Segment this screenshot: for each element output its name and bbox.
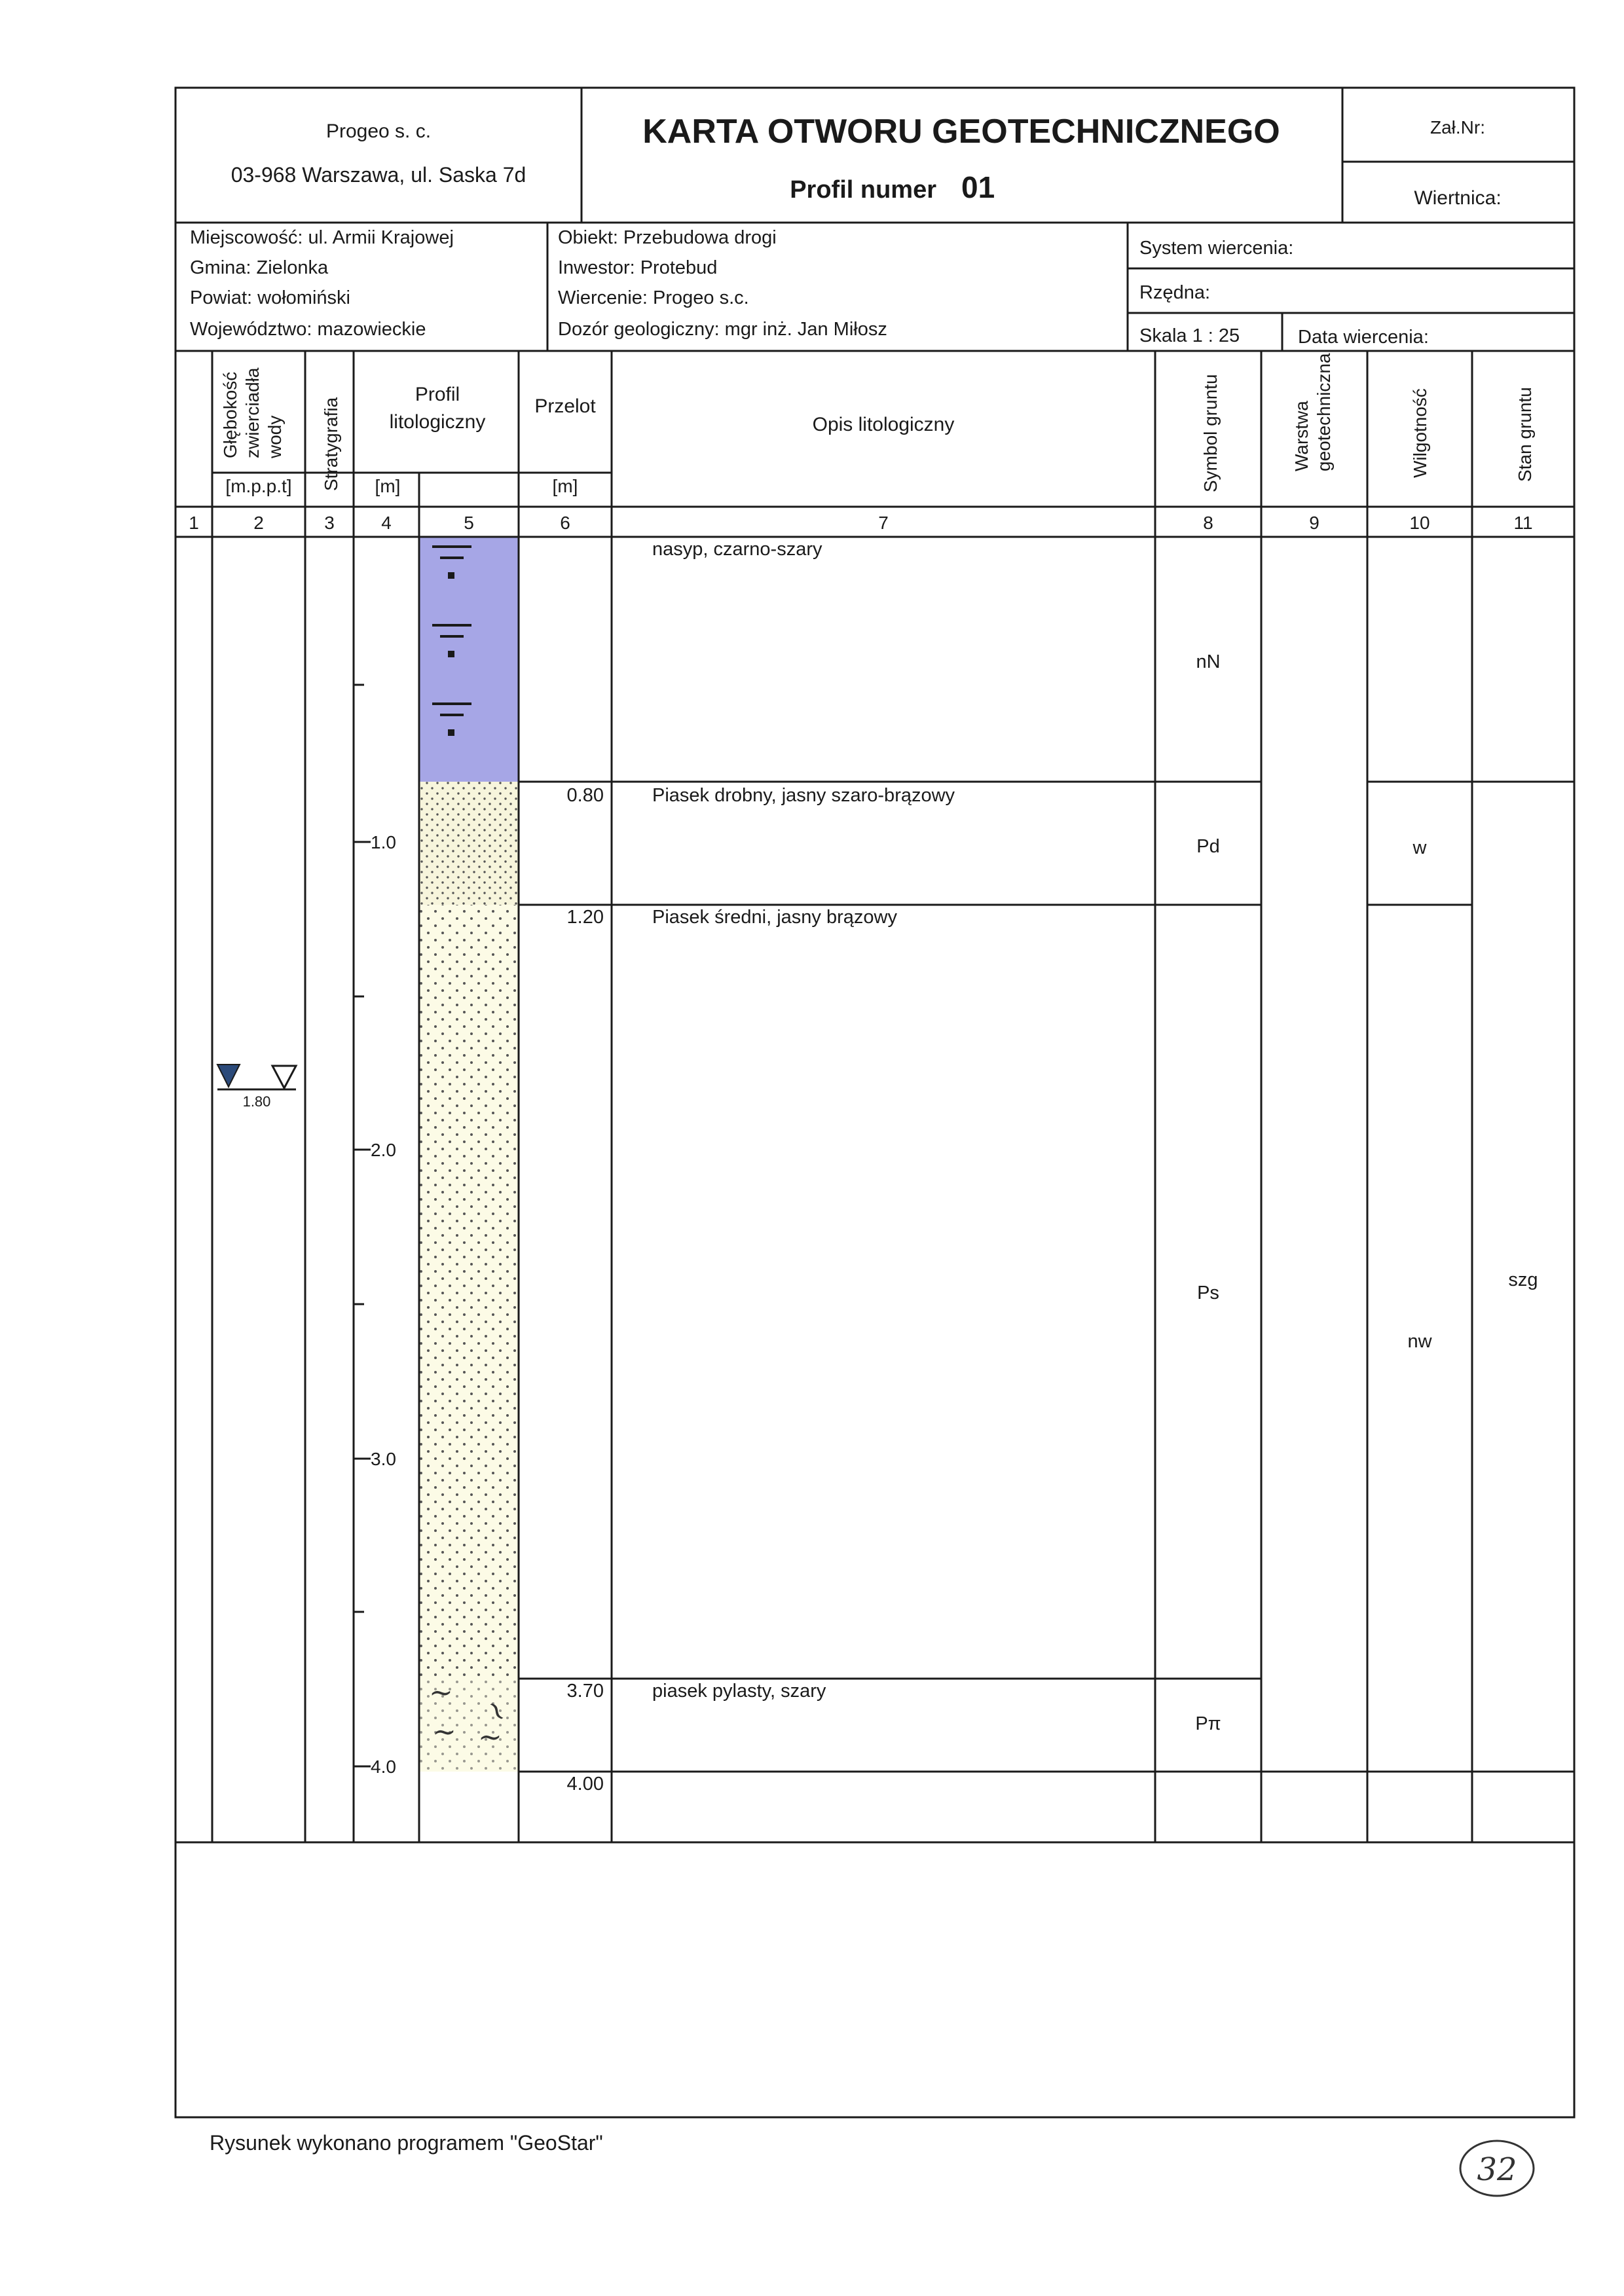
layer-2-bottom: 1.20 bbox=[566, 907, 604, 928]
interval-header: Przelot bbox=[534, 395, 596, 417]
svg-text:4: 4 bbox=[381, 513, 392, 533]
water-depth-header bbox=[220, 367, 285, 459]
location-commune: Gmina: Zielonka bbox=[190, 257, 329, 278]
svg-text:32: 32 bbox=[1477, 2151, 1517, 2188]
moisture-header: Wilgotność bbox=[1410, 388, 1430, 478]
drilling-date: Data wiercenia: bbox=[1298, 327, 1429, 348]
project-drilling: Wiercenie: Progeo s.c. bbox=[558, 287, 749, 308]
layer-header bbox=[1291, 353, 1334, 471]
svg-text:wody: wody bbox=[265, 415, 285, 458]
svg-text:3: 3 bbox=[324, 513, 335, 533]
water-table-marker bbox=[217, 1065, 296, 1110]
interval-unit: [m] bbox=[552, 476, 578, 496]
layer-3-moisture: nw bbox=[1407, 1331, 1432, 1352]
scale: Skala 1 : 25 bbox=[1139, 325, 1240, 346]
water-depth-unit: [m.p.p.t] bbox=[225, 476, 292, 496]
fine-sand-pattern bbox=[419, 782, 519, 905]
layer-3-bottom: 3.70 bbox=[566, 1681, 604, 1702]
layer-3-state: szg bbox=[1508, 1269, 1538, 1290]
profile-number: 01 bbox=[961, 170, 995, 204]
profile-header-line2: litologiczny bbox=[389, 411, 486, 433]
svg-text:zwierciadła: zwierciadła bbox=[242, 367, 263, 458]
attachment-label: Zał.Nr: bbox=[1430, 117, 1485, 137]
medium-sand-pattern bbox=[419, 905, 519, 1679]
svg-text:8: 8 bbox=[1203, 513, 1213, 533]
footer-note: Rysunek wykonano programem "GeoStar" bbox=[210, 2131, 603, 2155]
depth-ticks bbox=[354, 685, 371, 1766]
svg-text:7: 7 bbox=[878, 513, 889, 533]
water-stable-icon bbox=[272, 1066, 296, 1088]
layer-2-symbol: Pd bbox=[1196, 836, 1220, 857]
svg-text:1: 1 bbox=[189, 513, 199, 533]
svg-text:~: ~ bbox=[476, 1692, 518, 1730]
frame-lines bbox=[175, 88, 1574, 2117]
water-found-icon bbox=[217, 1065, 240, 1087]
project-investor: Inwestor: Protebud bbox=[558, 257, 718, 278]
drilling-system: System wiercenia: bbox=[1139, 238, 1294, 259]
svg-text:~: ~ bbox=[432, 1715, 456, 1749]
svg-text:2: 2 bbox=[253, 513, 264, 533]
svg-text:geotechniczna: geotechniczna bbox=[1314, 353, 1334, 471]
location-voivodeship: Województwo: mazowieckie bbox=[190, 319, 426, 340]
svg-text:10: 10 bbox=[1409, 513, 1430, 533]
company-address: 03-968 Warszawa, ul. Saska 7d bbox=[231, 163, 526, 187]
water-depth-value: 1.80 bbox=[242, 1093, 271, 1110]
svg-text:5: 5 bbox=[464, 513, 474, 533]
location-district: Powiat: wołomiński bbox=[190, 287, 350, 308]
layer-1-bottom: 0.80 bbox=[566, 785, 604, 806]
location-place: Miejscowość: ul. Armii Krajowej bbox=[190, 227, 454, 248]
elevation: Rzędna: bbox=[1139, 282, 1211, 303]
project-supervision: Dozór geologiczny: mgr inż. Jan Miłosz bbox=[558, 319, 887, 340]
svg-text:~: ~ bbox=[429, 1676, 453, 1709]
document-title: KARTA OTWORU GEOTECHNICZNEGO bbox=[642, 113, 1280, 151]
depth-label-4: 4.0 bbox=[371, 1757, 396, 1777]
svg-text:9: 9 bbox=[1309, 513, 1320, 533]
made-ground-fill bbox=[419, 537, 519, 782]
profile-header-line1: Profil bbox=[415, 384, 460, 405]
svg-text:Warstwa: Warstwa bbox=[1291, 401, 1312, 471]
layer-2-description: Piasek drobny, jasny szaro-brązowy bbox=[652, 785, 955, 806]
state-header: Stan gruntu bbox=[1515, 387, 1535, 482]
profile-label: Profil numer bbox=[790, 176, 936, 204]
layer-3-symbol: Ps bbox=[1197, 1283, 1219, 1303]
svg-text:Głębokość: Głębokość bbox=[220, 371, 240, 458]
rig-label: Wiertnica: bbox=[1414, 187, 1502, 209]
layer-1-description: nasyp, czarno-szary bbox=[652, 539, 822, 560]
depth-unit: [m] bbox=[375, 476, 401, 496]
layer-4-bottom: 4.00 bbox=[566, 1774, 604, 1795]
symbol-header: Symbol gruntu bbox=[1200, 374, 1221, 492]
page-stamp bbox=[1460, 2141, 1534, 2196]
layer-4-description: piasek pylasty, szary bbox=[652, 1681, 826, 1702]
depth-label-1: 1.0 bbox=[371, 832, 396, 852]
depth-label-3: 3.0 bbox=[371, 1449, 396, 1469]
depth-label-2: 2.0 bbox=[371, 1140, 396, 1160]
column-numbers bbox=[189, 513, 1532, 533]
svg-text:11: 11 bbox=[1513, 513, 1533, 533]
stratigraphy-header: Stratygrafia bbox=[321, 397, 341, 491]
layer-1-symbol: nN bbox=[1196, 651, 1221, 672]
project-object: Obiekt: Przebudowa drogi bbox=[558, 227, 777, 248]
layer-3-description: Piasek średni, jasny brązowy bbox=[652, 907, 897, 928]
description-header: Opis litologiczny bbox=[812, 414, 955, 435]
company-name: Progeo s. c. bbox=[325, 120, 432, 142]
layer-2-moisture: w bbox=[1412, 837, 1427, 858]
layer-4-symbol: Pπ bbox=[1195, 1713, 1221, 1734]
svg-text:6: 6 bbox=[560, 513, 570, 533]
svg-text:~: ~ bbox=[478, 1721, 502, 1754]
